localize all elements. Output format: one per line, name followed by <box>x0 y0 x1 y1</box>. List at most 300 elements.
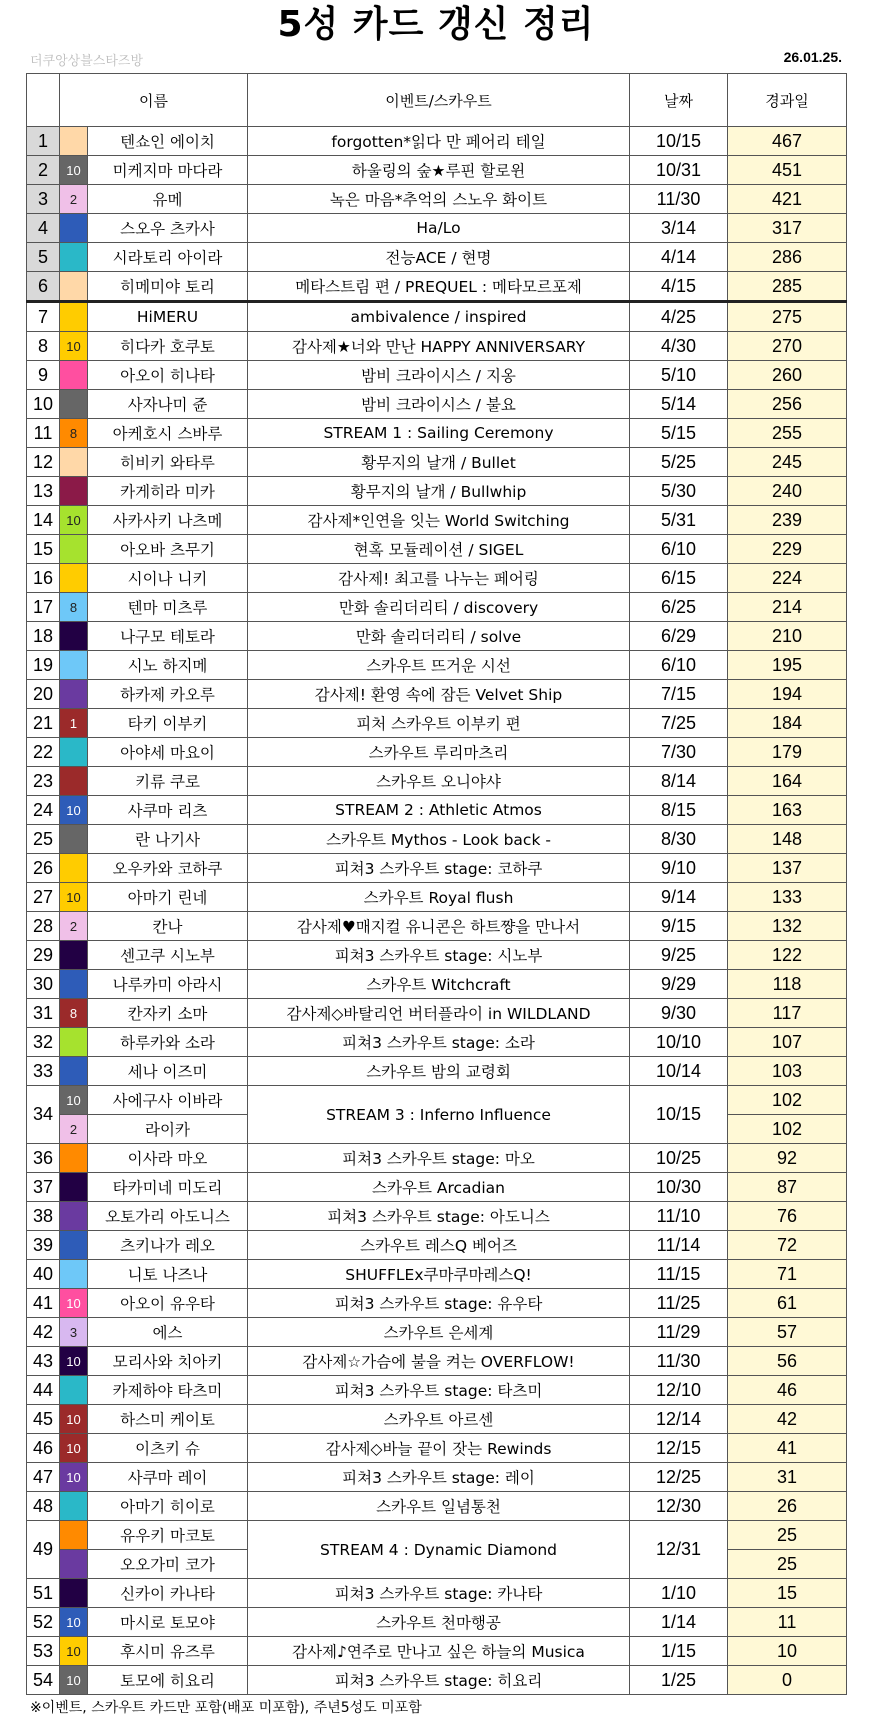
character-name: 하루카와 소라 <box>88 1028 248 1057</box>
elapsed-days: 229 <box>728 535 847 564</box>
elapsed-days: 451 <box>728 156 847 185</box>
table-row <box>27 941 847 970</box>
color-badge: 8 <box>60 419 88 448</box>
event-name: 감사제◇바탈리언 버터플라이 in WILDLAND <box>248 999 630 1028</box>
event-date: 10/15 <box>630 127 728 156</box>
character-name: 츠키나가 레오 <box>88 1231 248 1260</box>
event-date: 6/10 <box>630 651 728 680</box>
table-row <box>27 1666 847 1695</box>
row-number: 11 <box>27 419 60 448</box>
event-name: 스카우트 은세계 <box>248 1318 630 1347</box>
elapsed-days: 122 <box>728 941 847 970</box>
elapsed-days: 137 <box>728 854 847 883</box>
character-name: 사에구사 이바라 <box>88 1086 248 1115</box>
color-badge: 10 <box>60 1086 88 1115</box>
elapsed-days: 61 <box>728 1289 847 1318</box>
header-no <box>27 74 60 127</box>
table-row <box>27 622 847 651</box>
row-number: 22 <box>27 738 60 767</box>
color-badge <box>60 390 88 419</box>
character-name: 란 나기사 <box>88 825 248 854</box>
row-number: 40 <box>27 1260 60 1289</box>
event-name: 만화 솔리더리티 / solve <box>248 622 630 651</box>
row-number: 13 <box>27 477 60 506</box>
elapsed-days: 57 <box>728 1318 847 1347</box>
character-name: 아마기 히이로 <box>88 1492 248 1521</box>
event-name: 피쳐3 스카우트 stage: 카나타 <box>248 1579 630 1608</box>
elapsed-days: 25 <box>728 1550 847 1579</box>
event-name: Ha/Lo <box>248 214 630 243</box>
row-number: 48 <box>27 1492 60 1521</box>
color-badge: 2 <box>60 185 88 214</box>
character-name: 사쿠마 레이 <box>88 1463 248 1492</box>
event-date: 12/25 <box>630 1463 728 1492</box>
event-date: 11/30 <box>630 185 728 214</box>
elapsed-days: 467 <box>728 127 847 156</box>
row-number: 36 <box>27 1144 60 1173</box>
table-row <box>27 156 847 185</box>
event-date: 11/29 <box>630 1318 728 1347</box>
character-name: 센고쿠 시노부 <box>88 941 248 970</box>
color-badge: 10 <box>60 332 88 361</box>
table-row <box>27 1318 847 1347</box>
elapsed-days: 256 <box>728 390 847 419</box>
elapsed-days: 107 <box>728 1028 847 1057</box>
event-date: 9/15 <box>630 912 728 941</box>
character-name: 오오가미 코가 <box>88 1550 248 1579</box>
event-name: 메타스트림 편 / PREQUEL : 메타모르포제 <box>248 272 630 302</box>
event-date: 5/15 <box>630 419 728 448</box>
elapsed-days: 184 <box>728 709 847 738</box>
row-number: 25 <box>27 825 60 854</box>
event-date: 8/15 <box>630 796 728 825</box>
event-name: STREAM 1 : Sailing Ceremony <box>248 419 630 448</box>
color-badge: 2 <box>60 1115 88 1144</box>
event-date: 1/15 <box>630 1637 728 1666</box>
color-badge <box>60 1057 88 1086</box>
row-number: 1 <box>27 127 60 156</box>
table-row <box>27 419 847 448</box>
elapsed-days: 240 <box>728 477 847 506</box>
event-name: 녹은 마음*추억의 스노우 화이트 <box>248 185 630 214</box>
event-date: 9/25 <box>630 941 728 970</box>
row-number: 19 <box>27 651 60 680</box>
color-badge: 10 <box>60 1347 88 1376</box>
event-date: 12/14 <box>630 1405 728 1434</box>
character-name: 니토 나즈나 <box>88 1260 248 1289</box>
event-name: STREAM 3 : Inferno Influence <box>248 1086 630 1144</box>
character-name: 시이나 니키 <box>88 564 248 593</box>
table-row <box>27 1260 847 1289</box>
character-name: 타키 이부키 <box>88 709 248 738</box>
event-date: 5/30 <box>630 477 728 506</box>
color-badge <box>60 1376 88 1405</box>
event-date: 8/14 <box>630 767 728 796</box>
event-name: 피쳐3 스카우트 stage: 소라 <box>248 1028 630 1057</box>
table-row <box>27 1289 847 1318</box>
event-date: 6/29 <box>630 622 728 651</box>
elapsed-days: 31 <box>728 1463 847 1492</box>
color-badge: 1 <box>60 709 88 738</box>
color-badge: 10 <box>60 156 88 185</box>
color-badge <box>60 680 88 709</box>
elapsed-days: 10 <box>728 1637 847 1666</box>
character-name: 에스 <box>88 1318 248 1347</box>
event-date: 4/30 <box>630 332 728 361</box>
table-row <box>27 738 847 767</box>
color-badge <box>60 767 88 796</box>
event-name: 감사제! 환영 속에 잠든 Velvet Ship <box>248 680 630 709</box>
color-badge: 10 <box>60 506 88 535</box>
color-badge: 10 <box>60 1608 88 1637</box>
header-elapsed: 경과일 <box>728 74 847 127</box>
elapsed-days: 317 <box>728 214 847 243</box>
elapsed-days: 56 <box>728 1347 847 1376</box>
row-number: 30 <box>27 970 60 999</box>
table-row <box>27 185 847 214</box>
card-table <box>26 73 847 1695</box>
header-event: 이벤트/스카우트 <box>248 74 630 127</box>
event-name: 피쳐3 스카우트 stage: 코하쿠 <box>248 854 630 883</box>
event-date: 10/15 <box>630 1086 728 1144</box>
elapsed-days: 118 <box>728 970 847 999</box>
row-number: 54 <box>27 1666 60 1695</box>
color-badge <box>60 970 88 999</box>
elapsed-days: 224 <box>728 564 847 593</box>
event-name: 감사제★너와 만난 HAPPY ANNIVERSARY <box>248 332 630 361</box>
event-name: 전능ACE / 현명 <box>248 243 630 272</box>
event-name: 피쳐3 스카우트 stage: 시노부 <box>248 941 630 970</box>
event-name: 피쳐3 스카우트 stage: 히요리 <box>248 1666 630 1695</box>
color-badge <box>60 738 88 767</box>
table-row <box>27 796 847 825</box>
character-name: 아케호시 스바루 <box>88 419 248 448</box>
color-badge <box>60 1550 88 1579</box>
color-badge <box>60 622 88 651</box>
row-number: 43 <box>27 1347 60 1376</box>
elapsed-days: 102 <box>728 1086 847 1115</box>
event-name: 스카우트 아르센 <box>248 1405 630 1434</box>
row-number: 45 <box>27 1405 60 1434</box>
event-date: 9/14 <box>630 883 728 912</box>
elapsed-days: 41 <box>728 1434 847 1463</box>
event-date: 7/15 <box>630 680 728 709</box>
event-name: 스카우트 루리마츠리 <box>248 738 630 767</box>
elapsed-days: 0 <box>728 1666 847 1695</box>
event-date: 1/14 <box>630 1608 728 1637</box>
event-date: 12/15 <box>630 1434 728 1463</box>
color-badge <box>60 1144 88 1173</box>
event-date: 9/29 <box>630 970 728 999</box>
row-number: 10 <box>27 390 60 419</box>
table-row <box>27 243 847 272</box>
elapsed-days: 285 <box>728 272 847 302</box>
table-row <box>27 1521 847 1550</box>
character-name: 카제하야 타츠미 <box>88 1376 248 1405</box>
event-date: 10/31 <box>630 156 728 185</box>
event-name: 감사제◇바늘 끝이 잣는 Rewinds <box>248 1434 630 1463</box>
elapsed-days: 72 <box>728 1231 847 1260</box>
character-name: 칸자키 소마 <box>88 999 248 1028</box>
row-number: 12 <box>27 448 60 477</box>
color-badge <box>60 361 88 390</box>
event-name: 피처 스카우트 이부키 편 <box>248 709 630 738</box>
elapsed-days: 102 <box>728 1115 847 1144</box>
row-number: 21 <box>27 709 60 738</box>
table-row <box>27 1057 847 1086</box>
color-badge <box>60 941 88 970</box>
character-name: 히메미야 토리 <box>88 272 248 302</box>
row-number: 51 <box>27 1579 60 1608</box>
character-name: 이사라 마오 <box>88 1144 248 1173</box>
color-badge: 10 <box>60 1289 88 1318</box>
character-name: 나루카미 아라시 <box>88 970 248 999</box>
event-date: 12/10 <box>630 1376 728 1405</box>
event-date: 9/10 <box>630 854 728 883</box>
table-row <box>27 214 847 243</box>
color-badge <box>60 477 88 506</box>
color-badge <box>60 127 88 156</box>
table-row <box>27 506 847 535</box>
character-name: 히비키 와타루 <box>88 448 248 477</box>
character-name: 스오우 츠카사 <box>88 214 248 243</box>
row-number: 16 <box>27 564 60 593</box>
table-row <box>27 127 847 156</box>
event-name: 감사제♥매지컬 유니콘은 하트쨩을 만나서 <box>248 912 630 941</box>
color-badge: 10 <box>60 883 88 912</box>
watermark: 더쿠앙상블스타즈방 <box>30 54 144 69</box>
character-name: 타카미네 미도리 <box>88 1173 248 1202</box>
color-badge <box>60 564 88 593</box>
row-number: 52 <box>27 1608 60 1637</box>
character-name: 사자나미 쥰 <box>88 390 248 419</box>
character-name: 하카제 카오루 <box>88 680 248 709</box>
character-name: 이츠키 슈 <box>88 1434 248 1463</box>
table-row <box>27 1405 847 1434</box>
event-date: 11/14 <box>630 1231 728 1260</box>
color-badge <box>60 1173 88 1202</box>
table-row <box>27 999 847 1028</box>
character-name: 아야세 마요이 <box>88 738 248 767</box>
character-name: 미케지마 마다라 <box>88 156 248 185</box>
elapsed-days: 275 <box>728 302 847 332</box>
table-row <box>27 1492 847 1521</box>
character-name: 오토가리 아도니스 <box>88 1202 248 1231</box>
row-number: 9 <box>27 361 60 390</box>
row-number: 20 <box>27 680 60 709</box>
table-row <box>27 593 847 622</box>
table-row <box>27 272 847 302</box>
event-name: 밤비 크라이시스 / 지옹 <box>248 361 630 390</box>
elapsed-days: 76 <box>728 1202 847 1231</box>
table-row <box>27 448 847 477</box>
event-name: 스카우트 일념통천 <box>248 1492 630 1521</box>
row-number: 41 <box>27 1289 60 1318</box>
event-name: 스카우트 Witchcraft <box>248 970 630 999</box>
elapsed-days: 286 <box>728 243 847 272</box>
elapsed-days: 164 <box>728 767 847 796</box>
elapsed-days: 42 <box>728 1405 847 1434</box>
event-date: 11/10 <box>630 1202 728 1231</box>
table-row <box>27 1434 847 1463</box>
color-badge <box>60 302 88 332</box>
elapsed-days: 255 <box>728 419 847 448</box>
row-number: 4 <box>27 214 60 243</box>
elapsed-days: 46 <box>728 1376 847 1405</box>
elapsed-days: 117 <box>728 999 847 1028</box>
event-date: 1/10 <box>630 1579 728 1608</box>
row-number: 31 <box>27 999 60 1028</box>
row-number: 32 <box>27 1028 60 1057</box>
character-name: 마시로 토모야 <box>88 1608 248 1637</box>
character-name: 사쿠마 리츠 <box>88 796 248 825</box>
character-name: 라이카 <box>88 1115 248 1144</box>
event-name: 감사제! 최고를 나누는 페어링 <box>248 564 630 593</box>
color-badge <box>60 854 88 883</box>
character-name: 칸나 <box>88 912 248 941</box>
character-name: 신카이 카나타 <box>88 1579 248 1608</box>
table-row <box>27 1173 847 1202</box>
elapsed-days: 15 <box>728 1579 847 1608</box>
event-name: 만화 솔리더리티 / discovery <box>248 593 630 622</box>
event-name: 황무지의 날개 / Bullwhip <box>248 477 630 506</box>
header-row <box>27 74 847 127</box>
elapsed-days: 133 <box>728 883 847 912</box>
character-name: 유우키 마코토 <box>88 1521 248 1550</box>
event-date: 6/10 <box>630 535 728 564</box>
color-badge <box>60 825 88 854</box>
character-name: 아오바 츠무기 <box>88 535 248 564</box>
color-badge: 10 <box>60 1405 88 1434</box>
color-badge <box>60 1231 88 1260</box>
row-number: 47 <box>27 1463 60 1492</box>
character-name: 텐마 미츠루 <box>88 593 248 622</box>
elapsed-days: 132 <box>728 912 847 941</box>
row-number: 37 <box>27 1173 60 1202</box>
table-row <box>27 709 847 738</box>
color-badge <box>60 535 88 564</box>
row-number: 33 <box>27 1057 60 1086</box>
event-date: 10/10 <box>630 1028 728 1057</box>
elapsed-days: 26 <box>728 1492 847 1521</box>
event-date: 10/30 <box>630 1173 728 1202</box>
row-number: 29 <box>27 941 60 970</box>
character-name: 사카사키 나츠메 <box>88 506 248 535</box>
color-badge <box>60 651 88 680</box>
color-badge <box>60 1579 88 1608</box>
table-row <box>27 1463 847 1492</box>
character-name: 키류 쿠로 <box>88 767 248 796</box>
character-name: 나구모 테토라 <box>88 622 248 651</box>
table-row <box>27 390 847 419</box>
color-badge: 10 <box>60 796 88 825</box>
event-date: 7/30 <box>630 738 728 767</box>
color-badge <box>60 1202 88 1231</box>
event-name: 밤비 크라이시스 / 불요 <box>248 390 630 419</box>
elapsed-days: 194 <box>728 680 847 709</box>
table-row <box>27 1579 847 1608</box>
row-number: 24 <box>27 796 60 825</box>
elapsed-days: 25 <box>728 1521 847 1550</box>
event-name: 감사제♪연주로 만나고 싶은 하늘의 Musica <box>248 1637 630 1666</box>
row-number: 7 <box>27 302 60 332</box>
elapsed-days: 148 <box>728 825 847 854</box>
color-badge: 10 <box>60 1434 88 1463</box>
color-badge <box>60 1521 88 1550</box>
character-name: 토모에 히요리 <box>88 1666 248 1695</box>
event-date: 4/25 <box>630 302 728 332</box>
color-badge: 10 <box>60 1463 88 1492</box>
event-name: 감사제*인연을 잇는 World Switching <box>248 506 630 535</box>
color-badge <box>60 243 88 272</box>
table-row <box>27 1347 847 1376</box>
row-number: 44 <box>27 1376 60 1405</box>
event-date: 4/15 <box>630 272 728 302</box>
event-date: 8/30 <box>630 825 728 854</box>
row-number: 2 <box>27 156 60 185</box>
color-badge <box>60 1260 88 1289</box>
row-number: 39 <box>27 1231 60 1260</box>
color-badge: 8 <box>60 593 88 622</box>
event-date: 3/14 <box>630 214 728 243</box>
event-date: 10/25 <box>630 1144 728 1173</box>
table-row <box>27 332 847 361</box>
event-name: 스카우트 Mythos - Look back - <box>248 825 630 854</box>
character-name: 히다카 호쿠토 <box>88 332 248 361</box>
color-badge: 10 <box>60 1666 88 1695</box>
row-number: 23 <box>27 767 60 796</box>
event-date: 11/15 <box>630 1260 728 1289</box>
row-number: 46 <box>27 1434 60 1463</box>
event-name: 스카우트 뜨거운 시선 <box>248 651 630 680</box>
color-badge: 3 <box>60 1318 88 1347</box>
elapsed-days: 179 <box>728 738 847 767</box>
color-badge <box>60 1028 88 1057</box>
row-number: 8 <box>27 332 60 361</box>
event-name: 황무지의 날개 / Bullet <box>248 448 630 477</box>
elapsed-days: 270 <box>728 332 847 361</box>
table-row <box>27 477 847 506</box>
event-date: 4/14 <box>630 243 728 272</box>
table-row <box>27 912 847 941</box>
character-name: 후시미 유즈루 <box>88 1637 248 1666</box>
event-name: 현혹 모듈레이션 / SIGEL <box>248 535 630 564</box>
row-number: 15 <box>27 535 60 564</box>
color-badge <box>60 214 88 243</box>
event-name: 감사제☆가슴에 불을 켜는 OVERFLOW! <box>248 1347 630 1376</box>
row-number: 53 <box>27 1637 60 1666</box>
event-date: 12/31 <box>630 1521 728 1579</box>
event-name: 스카우트 레스Q 베어즈 <box>248 1231 630 1260</box>
event-name: SHUFFLEx쿠마쿠마레스Q! <box>248 1260 630 1289</box>
elapsed-days: 260 <box>728 361 847 390</box>
event-name: 피쳐3 스카우트 stage: 타츠미 <box>248 1376 630 1405</box>
row-number: 17 <box>27 593 60 622</box>
event-date: 5/10 <box>630 361 728 390</box>
character-name: 유메 <box>88 185 248 214</box>
character-name: 아오이 유우타 <box>88 1289 248 1318</box>
event-name: STREAM 4 : Dynamic Diamond <box>248 1521 630 1579</box>
row-number: 28 <box>27 912 60 941</box>
character-name: 텐쇼인 에이치 <box>88 127 248 156</box>
table-row <box>27 535 847 564</box>
table-row <box>27 1608 847 1637</box>
table-row <box>27 1637 847 1666</box>
event-date: 6/25 <box>630 593 728 622</box>
color-badge: 2 <box>60 912 88 941</box>
table-row <box>27 651 847 680</box>
character-name: 모리사와 치아키 <box>88 1347 248 1376</box>
